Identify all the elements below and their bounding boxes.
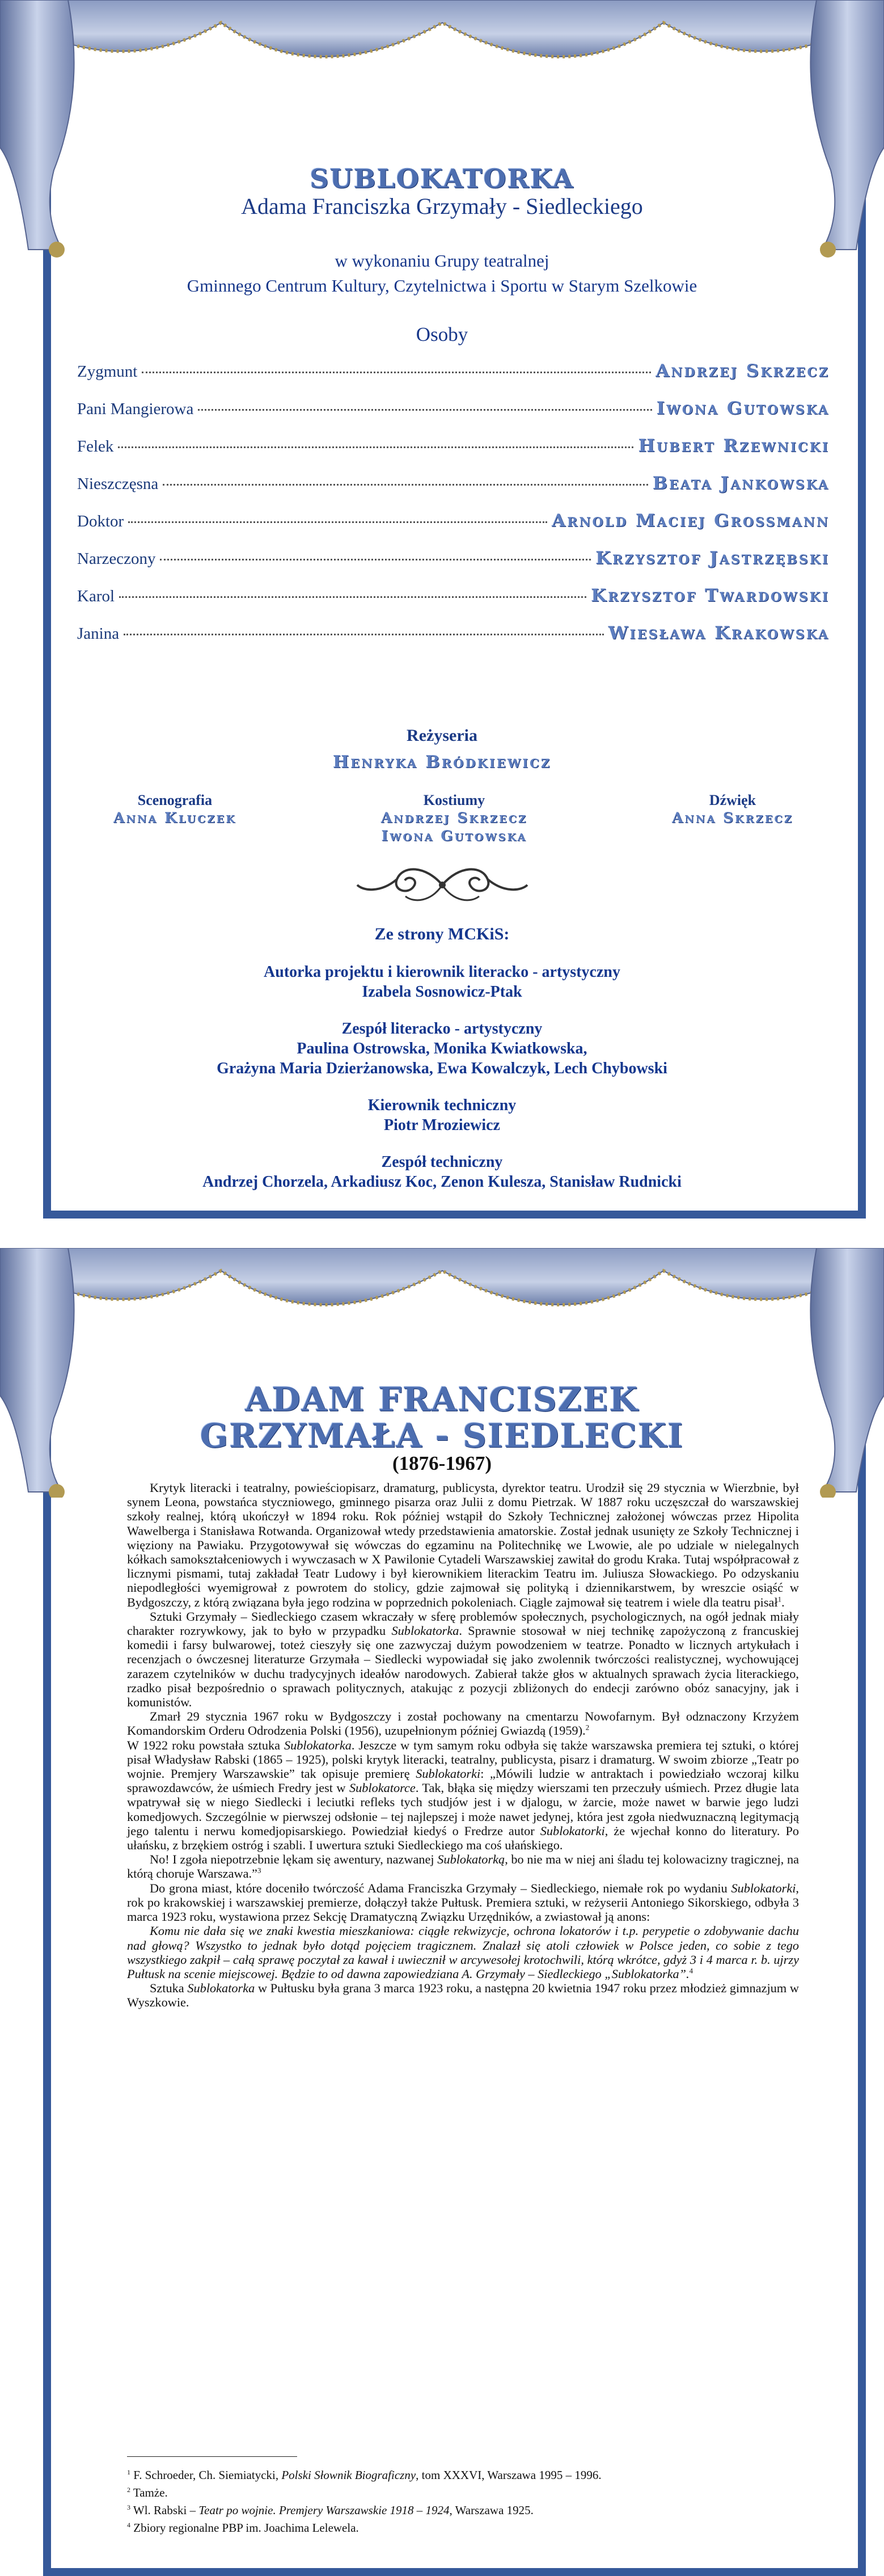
- cast-row: [77, 585, 830, 623]
- text-run: , że wjechał konno do literatury. Po ułańsku, z brzękiem ostróg i szabli. I uwertura sztuki Siedleckiego ma coś ułańskiego.: [127, 1823, 799, 1853]
- dot-leader: [119, 596, 586, 598]
- cast-row: [77, 623, 830, 660]
- dot-leader: [163, 484, 648, 486]
- italic-title: Sublokatorka: [284, 1738, 352, 1752]
- crew-label: Scenografia: [137, 792, 213, 808]
- footnote-mark: 1: [777, 1595, 782, 1604]
- crew-scenography: [113, 792, 236, 845]
- cast-row: [77, 361, 830, 398]
- paragraph: [127, 1738, 799, 1853]
- italic-title: Sublokatorki: [731, 1881, 796, 1895]
- crew-credits: [113, 792, 793, 845]
- footnote-text: Tamże.: [130, 2486, 168, 2499]
- team-name: Grażyna Maria Dzierżanowska, Ewa Kowalczyk, Lech Chybowski: [217, 1060, 667, 1077]
- text-run: Sztuki Grzymały – Siedleckiego czasem wkraczały w sferę problemów społecznych, psychologicznych, na ogół jednak miały charakter rozrywkowy, jak to było w przypadku: [127, 1609, 799, 1638]
- direction-label: Reżyseria: [407, 726, 477, 745]
- italic-title: Sublokatorką: [437, 1852, 505, 1867]
- text-run: W 1922 roku powstała sztuka: [127, 1738, 281, 1752]
- italic-title: Sublokatorka: [187, 1981, 255, 1996]
- cast-role: Janina: [77, 625, 120, 643]
- cast-row: [77, 436, 830, 473]
- dot-leader: [118, 446, 633, 448]
- paragraph: [127, 1709, 799, 1738]
- biography-title: [0, 1381, 884, 1454]
- cast-row: [77, 398, 830, 436]
- dot-leader: [160, 559, 591, 560]
- team-block: [0, 1019, 884, 1078]
- cast-actor: Andrzej Skrzecz: [655, 361, 830, 381]
- team-name: Paulina Ostrowska, Monika Kwiatkowska,: [297, 1040, 587, 1057]
- italic-title: Sublokatorka: [391, 1624, 459, 1638]
- crew-name: Iwona Gutowska: [381, 828, 527, 844]
- cast-actor: Krzysztof Twardowski: [591, 585, 830, 606]
- cast-actor: Wiesława Krakowska: [608, 623, 830, 643]
- footnote-text: , tom XXXVI, Warszawa 1995 – 1996.: [416, 2468, 602, 2482]
- team-block: [0, 962, 884, 1002]
- crew-name: Andrzej Skrzecz: [380, 810, 528, 826]
- footnote-text: F. Schroeder, Ch. Siemiatycki,: [130, 2468, 282, 2482]
- performance-line: w wykonaniu Grupy teatralnej: [335, 251, 549, 271]
- text-run: . Tak, błąka się między wierszami ten przeczuły uśmiech. Przez długie lata wpatrywał się w niego Siedlecki i leciutki refleks tych studjów jest i w djalogu, w żarcie, może nawet w barwie jego ludzi komedjowych. Szczególnie w pierwszej odsłonie – tej najlepszej i może nawet jedynej, która jest zgoła niedwuznaczną legitymacją jego talentu i nerwu komedjopisarskiego. Powiedział kiedyś o Fredrze autor: [127, 1781, 800, 1838]
- text-run: . Jeszcze w tym samym roku odbyła się także warszawska premiera tej sztuki, o której pisał Władysław Rabski (1865 – 1925), polski krytyk literacki, teatralny, publicysta, pisarz i dramaturg. W swoim zbiorze „Teatr po wojnie. Premjery Warszawskie” tak opisuje premierę: [127, 1738, 800, 1781]
- text-run: w Pułtusku była grana 3 marca 1923 roku, a następna 20 kwietnia 1947 roku przez młodzież gimnazjum w Wyszkowie.: [127, 1981, 800, 2010]
- biography-text: [127, 1481, 799, 2010]
- dot-leader: [128, 521, 547, 523]
- italic-title: Sublokatorce: [349, 1781, 416, 1795]
- text-run: , rok po krakowskiej i warszawskiej premierze, dołączył także Pułtusk. Premiera sztuki, w reżyserii Antoniego Sikorskiego, odbyła 3 marca 1923 roku, wystawiona przez Sekcję Dramatyczną Związku Urzędników, a zwiastował ją anons:: [127, 1881, 799, 1924]
- footnote-mark: 4: [689, 1966, 693, 1975]
- footnote-number: 2: [127, 2486, 130, 2494]
- footnote-mark: 3: [257, 1866, 261, 1875]
- dot-leader: [124, 634, 604, 635]
- text-run: : „Mówili ludzie w antraktach i powiedziało wczoraj kilku sprawozdawców, że uśmiech Fredry jest w: [127, 1766, 799, 1795]
- ornament-scroll-icon: [352, 862, 533, 908]
- cast-actor: Iwona Gutowska: [656, 398, 830, 419]
- italic-title: Sublokatorki: [540, 1823, 605, 1838]
- cast-role: Felek: [77, 437, 114, 456]
- team-label: Autorka projektu i kierownik literacko - artystyczny: [264, 963, 620, 981]
- team-block: [0, 1095, 884, 1135]
- paragraph: Krytyk literacki i teatralny, powieściopisarz, dramaturg, publicysta, dyrektor teatru. Urodził się 29 stycznia w Wierzbnie, był synem Leona, powstańca styczniowego, gminnego pisarza oraz Julii z domu Pietrzak. W 1887 roku uczęszczał do warszawskiej szkoły realnej, którą ukończył w 1894 roku. Rok później wstąpił do Szkoły Technicznej założonej wówczas przez Hipolita Wawelberga i Stanisława Rotwanda. Organizował wtedy przedstawienia amatorskie. Został jednak usunięty ze Szkoły Technicznej i więziony na Pawiaku. Przygotowywał się wówczas do egzaminu na Politechnikę we Lwowie, ale po udziale w nielegalnych kółkach samokształceniowych i wywczasach w X Pawilonie Cytadeli Warszawskiej zawitał do grodu Kraka. Tutaj współpracował z licznymi pismami, tutaj zakładał Teatr Ludowy i był kierownikiem literackim Teatru im. Juliusza Słowackiego. Po odzyskaniu niepodległości wyemigrował z powrotem do stolicy, gdzie zajmował się polityką i dziennikarstwem, by wreszcie osiąść w Bydgoszczy, z którą związana była jego rodzina w poprzednich pokoleniach. Ciągle zajmował się teatrem i wiele dla teatru pisał$^1$.: [127, 1481, 799, 1609]
- team-label: Zespół techniczny: [381, 1153, 503, 1171]
- crew-label: Kostiumy: [423, 792, 485, 808]
- cast-role: Pani Mangierowa: [77, 400, 194, 418]
- cast-list: [77, 361, 830, 660]
- text-run: No! I zgoła niepotrzebnie lękam się awentury, nazwanej: [150, 1852, 434, 1867]
- announcement-quote: Komu nie dała się we znaki kwestia mieszkaniowa: ciągłe rekwizycje, ochrona lokatorów i t.p. perypetie o zdobywanie dachu nad głową? Wszystko to jednak było dotąd pojęciem tragicznem. Znalazł się atoli człowiek w Polsce jeden, co sobie z tego wszystkiego zakpił – całą sprawę poczytał za kawał i uwiecznił w arcywesołej krotochwili, którą wkrótce, gdyż 3 i 4 marca r. b. ujrzy Pułtusk na scenie miejscowej. Będzie to od dawna zapowiedziana A. Grzymały – Siedleckiego „Sublokatorka”.: [127, 1924, 799, 1981]
- cast-row: [77, 473, 830, 511]
- dot-leader: [142, 372, 651, 373]
- text-run: , bo nie ma w niej ani śladu tej kolowacizny tragicznej, na którą choruje Warszawa.”: [127, 1852, 800, 1881]
- team-name: Piotr Mroziewicz: [384, 1116, 500, 1134]
- play-author: Adama Franciszka Grzymały - Siedleckiego: [241, 193, 643, 219]
- crew-sound: [672, 792, 793, 845]
- text-run: . Sprawnie stosował w niej technikę zapożyczoną z francuskiej komedii i farsy bulwarowej, toteż cieszyły się one zazwyczaj dużym powodzeniem w teatrze. Ponadto w licznych artykułach i recenzjach o ówczesnej literaturze Grzymała – Siedlecki wypowiadał się jako zwolennik twórczości realistycznej, wychowującej zarazem czytelników w duchu tradycyjnych ideałów narodowych. Zabierał także głos w aktualnych sprawach życia literackiego, rzadko pisał bezpośrednio o sprawach politycznych, atakując z pozycji zbliżonych do endecji zarówno obóz sanacyjny, jak i komunistów.: [127, 1624, 799, 1710]
- footnote-text: , Warszawa 1925.: [449, 2503, 534, 2517]
- mckis-heading: Ze strony MCKiS:: [374, 925, 510, 943]
- biography-title-line: GRZYMAŁA - SIEDLECKI: [200, 1416, 684, 1455]
- cast-heading: Osoby: [416, 323, 468, 345]
- team-label: Zespół literacko - artystyczny: [341, 1020, 543, 1038]
- cast-row: [77, 548, 830, 585]
- cast-actor: Beata Jankowska: [652, 473, 830, 494]
- paragraph: [127, 1852, 799, 1881]
- text-run: Sztuka: [150, 1981, 184, 1996]
- footnote-number: 4: [127, 2521, 130, 2529]
- cast-role: Doktor: [77, 512, 124, 530]
- paragraph: [127, 1924, 799, 1981]
- cast-actor: Krzysztof Jastrzębski: [595, 548, 830, 568]
- paragraph: [127, 1881, 799, 1924]
- italic-title: Sublokatorki: [416, 1766, 481, 1781]
- footnote: [127, 2482, 799, 2500]
- team-block: [0, 1152, 884, 1192]
- footnote: [127, 2518, 799, 2535]
- cast-role: Zygmunt: [77, 362, 138, 381]
- biography-title-line: ADAM FRANCISZEK: [245, 1380, 639, 1419]
- cast-actor: Arnold Maciej Grossmann: [552, 511, 830, 531]
- footnote-text: Zbiory regionalne PBP im. Joachima Lelewela.: [130, 2521, 359, 2535]
- cast-role: Nieszczęsna: [77, 475, 159, 493]
- biography-years: (1876-1967): [392, 1452, 492, 1474]
- footnotes: [127, 2456, 799, 2535]
- text-run: Krytyk literacki i teatralny, powieściopisarz, dramaturg, publicysta, dyrektor teatru. Urodził się 29 stycznia w Wierzbnie, był synem Leona, powstańca styczniowego, gminnego pisarza oraz Julii z domu Pietrzak. W 1887 roku uczęszczał do warszawskiej szkoły realnej, którą ukończył w 1894 roku. Rok później wstąpił do Szkoły Technicznej założonej wówczas przez Hipolita Wawelberga i Stanisława Rotwanda. Organizował wtedy przedstawienia amatorskie. Został jednak usunięty ze Szkoły Technicznej i więziony na Pawiaku. Przygotowywał się wówczas do egzaminu na Politechnikę we Lwowie, ale po udziale w nielegalnych kółkach samokształceniowych i wywczasach w X Pawilonie Cytadeli Warszawskiej zawitał do grodu Kraka. Tutaj współpracował z licznymi pismami, tutaj zakładał Teatr Ludowy i był kierownikiem literackim Teatru im. Juliusza Słowackiego. Po odzyskaniu niepodległości wyemigrował z powrotem do stolicy, gdzie zajmował się polityką i dziennikarstwem, by wreszcie osiąść w Bydgoszczy, z którą związana była jego rodzina w poprzednich pokoleniach. Ciągle zajmował się teatrem i wiele dla teatru pisał: [127, 1481, 799, 1609]
- dot-leader: [198, 409, 652, 411]
- footnote-number: 3: [127, 2503, 130, 2511]
- cast-actor: Hubert Rzewnicki: [638, 436, 830, 456]
- team-credits: [0, 962, 884, 1209]
- crew-costumes: [381, 792, 527, 845]
- text-run: Do grona miast, które doceniło twórczość Adama Franciszka Grzymały – Siedleckiego, niemałe rok po wydaniu: [150, 1881, 727, 1895]
- footnote-rule: [127, 2456, 297, 2457]
- footnote-title: Teatr po wojnie. Premjery Warszawskie 1918 – 1924: [198, 2503, 450, 2517]
- performance-info: [0, 248, 884, 298]
- crew-name: Anna Kluczek: [113, 810, 236, 826]
- team-name: Izabela Sosnowicz-Ptak: [362, 983, 522, 1001]
- team-name: Andrzej Chorzela, Arkadiusz Koc, Zenon Kulesza, Stanisław Rudnicki: [202, 1173, 682, 1191]
- team-label: Kierownik techniczny: [367, 1097, 517, 1114]
- footnote-mark: 2: [585, 1723, 590, 1732]
- performance-line: Gminnego Centrum Kultury, Czytelnictwa i Sportu w Starym Szelkowie: [187, 276, 697, 296]
- paragraph: [127, 1609, 799, 1709]
- cast-row: [77, 511, 830, 548]
- footnote-text: Wl. Rabski –: [130, 2503, 199, 2517]
- director-name: Henryka Bródkiewicz: [332, 752, 552, 772]
- cast-role: Karol: [77, 587, 115, 605]
- footnote-number: 1: [127, 2468, 130, 2476]
- text-run: Zmarł 29 stycznia 1967 roku w Bydgoszczy i został pochowany na cmentarzu Nowofarnym. Był odznaczony Krzyżem Komandorskim Orderu Odrodzenia Polski (1956), uzupełnionym później Gwiazdą (1959).: [127, 1709, 799, 1738]
- paragraph: [127, 1981, 799, 2009]
- cast-role: Narzeczony: [77, 550, 156, 568]
- footnote-title: Polski Słownik Biograficzny: [281, 2468, 416, 2482]
- play-title: SUBLOKATORKA: [310, 163, 574, 194]
- program-page: [0, 0, 884, 1225]
- crew-label: Dźwięk: [709, 792, 756, 808]
- crew-name: Anna Skrzecz: [672, 810, 793, 826]
- footnote: [127, 2465, 799, 2482]
- footnote: [127, 2500, 799, 2518]
